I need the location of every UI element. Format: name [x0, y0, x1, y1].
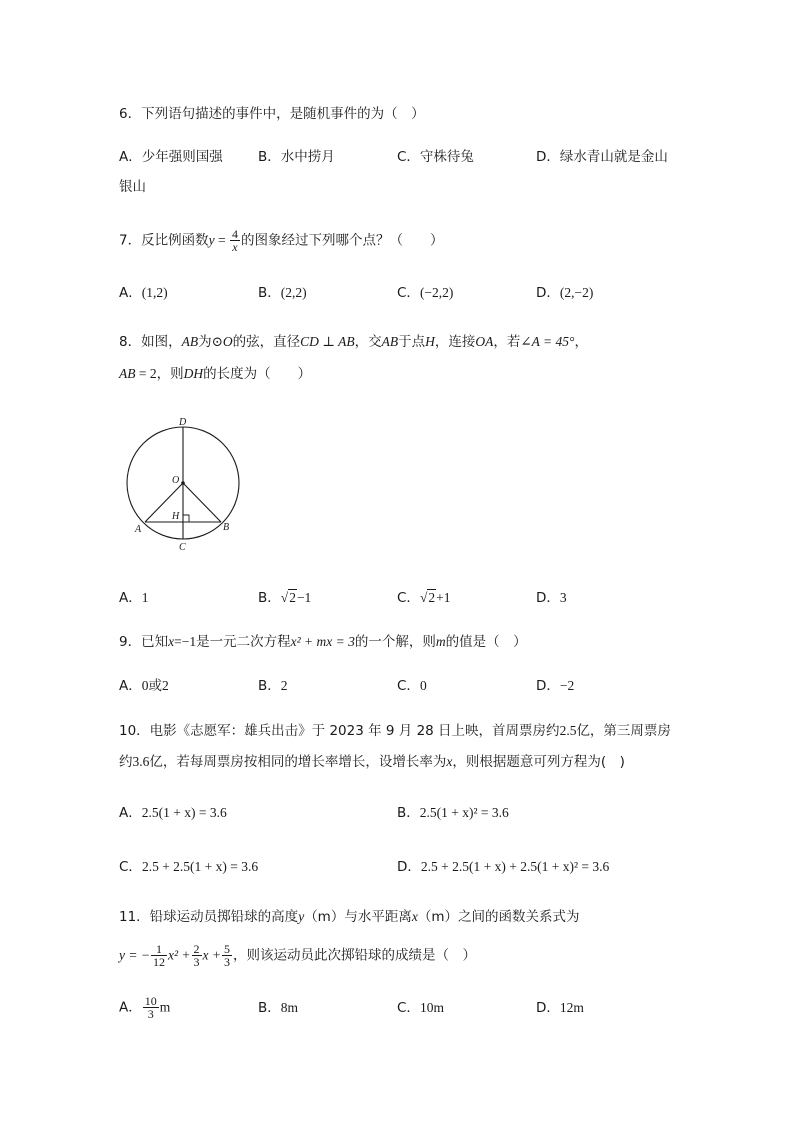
q7-option-a: [119, 283, 168, 303]
q9-c-value: 0: [419, 678, 427, 693]
q10-stem-line1: [119, 721, 671, 741]
q7-equals: =: [214, 232, 229, 248]
q8-b-radicand: 2: [289, 590, 296, 605]
q7-option-d: [536, 283, 593, 303]
q11-a-numerator: 10: [144, 994, 157, 1008]
q8-d-label: D．: [536, 590, 560, 606]
q7-denominator: x: [232, 240, 238, 254]
q9-math-equation: x² + mx = 3: [290, 634, 355, 649]
q9-text: 的值是（ ）: [445, 634, 527, 650]
q10-option-b: [397, 803, 509, 823]
q9-d-label: D．: [536, 678, 560, 694]
q8-c-label: C．: [397, 590, 420, 606]
q11-text: 11．铅球运动员掷铅球的高度: [119, 909, 299, 925]
q11-c-value: 10m: [419, 1000, 444, 1015]
q8-text: ，则: [156, 366, 184, 382]
q11-f1-denominator: 12: [152, 955, 165, 969]
q11-a-unit: m: [159, 999, 171, 1015]
q7-a-value: (1,2): [141, 285, 168, 300]
q8-option-a: [119, 588, 149, 608]
q6-option-b: B．水中捞月: [258, 149, 335, 165]
q11-text: （m）与水平距离: [304, 909, 412, 925]
q8-text: 的弦，直径: [232, 334, 301, 350]
q7-numerator: 4: [231, 227, 238, 241]
q10-b-label: B．: [397, 805, 420, 821]
q9-b-label: B．: [258, 678, 281, 694]
q8-math-dh: DH: [183, 366, 204, 381]
q11-b-value: 8m: [280, 1000, 299, 1015]
q11-fraction-3: [222, 943, 232, 968]
q7-suffix: 的图象经过下列哪个点？（ ）: [240, 232, 444, 249]
q8-circle-figure: [120, 410, 250, 560]
q10-value-first-week: 2.5: [559, 723, 577, 738]
q9-math-value: =−1: [174, 634, 197, 649]
q7-b-value: (2,2): [280, 285, 307, 300]
label-d: D: [179, 417, 187, 428]
q11-f3-numerator: 5: [223, 942, 230, 956]
q9-option-d: [536, 676, 574, 696]
q8-option-b: [258, 588, 311, 608]
q7-stem: [119, 228, 443, 253]
q8-d-value: 3: [559, 590, 567, 605]
q9-text: 的一个解，则: [354, 634, 436, 650]
q9-d-value: −2: [559, 678, 575, 693]
q11-math-x: x +: [202, 947, 221, 963]
q10-d-value: 2.5 + 2.5(1 + x) + 2.5(1 + x)² = 3.6: [420, 859, 610, 874]
q8-c-radicand: 2: [428, 590, 436, 605]
q11-math-x2: x² +: [167, 947, 191, 963]
q6-option-d: D．绿水青山就是金山: [536, 149, 668, 165]
q10-a-label: A．: [119, 805, 142, 821]
q7-prefix: 7．反比例函数: [119, 232, 209, 249]
q11-option-d: [536, 998, 584, 1018]
q8-math-eq: = 2: [135, 366, 157, 381]
q8-text: 8．如图，: [119, 334, 182, 350]
label-a: A: [135, 524, 142, 535]
q8-math-h: H: [425, 334, 435, 349]
q9-text: 9．已知: [119, 634, 169, 650]
q8-text: 的长度为（ ）: [203, 366, 312, 382]
q11-f2-denominator: 3: [193, 955, 200, 969]
q8-text: ，交: [354, 334, 382, 350]
q6-stem: 6．下列语句描述的事件中，是随机事件的为（ ）: [119, 106, 425, 122]
q11-math-y-eq: y = −: [119, 947, 150, 963]
q8-text: ，: [574, 334, 588, 350]
q7-option-c: [397, 283, 453, 303]
q7-c-label: C．: [397, 285, 420, 301]
q9-a-value: 0或2: [141, 678, 169, 693]
q11-d-value: 12m: [559, 1000, 584, 1015]
q11-text: ，则该运动员此次掷铅球的成绩是（ ）: [232, 947, 476, 964]
q8-b-tail: −1: [296, 590, 312, 605]
q10-text: 10．电影《志愿军：雄兵出击》于 2023 年 9 月 28 日上映，首周票房约: [119, 723, 560, 739]
q8-option-c: [397, 588, 450, 608]
q7-c-value: (−2,2): [419, 285, 454, 300]
q11-a-fraction: [143, 995, 159, 1020]
q10-option-d: [397, 857, 609, 877]
q8-math-angle: ∠A = 45°: [520, 334, 575, 349]
q11-option-c: [397, 998, 444, 1018]
q8-c-tail: +1: [436, 590, 451, 605]
q11-option-a: [119, 995, 170, 1020]
q11-a-denominator: 3: [147, 1007, 154, 1021]
q8-text: ，若: [493, 334, 521, 350]
q7-func-y: y: [208, 232, 215, 248]
q10-text: ，则根据题意可列方程为( ): [452, 754, 625, 770]
q10-text: 亿，若每周票房按相同的增长率增长，设增长率为: [149, 754, 447, 770]
q10-a-value: 2.5(1 + x) = 3.6: [141, 805, 227, 820]
q9-c-label: C．: [397, 678, 420, 694]
q8-text: ，连接: [434, 334, 476, 350]
q6-option-c: C．守株待兔: [397, 149, 474, 165]
q8-b-label: B．: [258, 590, 281, 606]
q11-fraction-2: [192, 943, 202, 968]
q11-f3-denominator: 3: [223, 955, 230, 969]
q10-b-value: 2.5(1 + x)² = 3.6: [419, 805, 509, 820]
q11-d-label: D．: [536, 1000, 560, 1016]
q10-option-a: [119, 803, 227, 823]
q10-text: 约: [119, 754, 133, 770]
q10-math-x: x: [446, 754, 453, 769]
q7-fraction: [230, 228, 240, 253]
q9-math-x: x: [168, 634, 175, 649]
q11-b-label: B．: [258, 1000, 281, 1016]
q11-c-label: C．: [397, 1000, 420, 1016]
q8-stem-line2: [119, 364, 311, 384]
q8-math-ab: AB: [119, 366, 136, 381]
q6-option-a: A．少年强则国强: [119, 149, 223, 165]
q7-b-label: B．: [258, 285, 281, 301]
label-c: C: [179, 542, 186, 553]
center-point: [181, 481, 185, 485]
q11-text: （m）之间的函数关系式为: [417, 909, 580, 925]
q8-a-value: 1: [141, 590, 149, 605]
q9-option-b: [258, 676, 288, 696]
q9-text: 是一元二次方程: [196, 634, 291, 650]
q9-b-value: 2: [280, 678, 288, 693]
q11-fraction-1: [151, 943, 167, 968]
q8-c-sqrt: √2: [419, 590, 436, 605]
q10-text: 亿，第三周票房: [576, 723, 671, 739]
q11-a-label: A．: [119, 999, 142, 1016]
q8-math-perp: CD ⊥ AB: [300, 334, 355, 349]
q7-d-value: (2,−2): [559, 285, 594, 300]
q11-f2-numerator: 2: [193, 942, 200, 956]
q8-text: 为: [198, 334, 212, 350]
label-b: B: [223, 522, 230, 533]
q11-option-b: [258, 998, 298, 1018]
q8-b-sqrt: √2: [280, 590, 296, 605]
label-o: O: [172, 475, 180, 486]
q11-stem-line2: [119, 943, 476, 968]
q9-a-label: A．: [119, 678, 142, 694]
q8-math-ab: AB: [181, 334, 199, 349]
q10-d-label: D．: [397, 859, 421, 875]
q8-stem-line1: [119, 332, 588, 352]
q11-f1-numerator: 1: [151, 943, 167, 956]
q10-c-label: C．: [119, 859, 142, 875]
q10-stem-line2: [119, 752, 625, 772]
q10-value-third-week: 3.6: [132, 754, 150, 769]
q8-text: 于点: [398, 334, 426, 350]
q8-math-ab: AB: [381, 334, 399, 349]
q9-option-c: [397, 676, 427, 696]
q9-math-m: m: [435, 634, 446, 649]
q9-option-a: [119, 676, 169, 696]
label-h: H: [172, 511, 180, 522]
q8-circle-symbol: ⊙O: [211, 334, 233, 349]
q10-option-c: [119, 857, 258, 877]
q8-option-d: [536, 588, 567, 608]
q8-a-label: A．: [119, 590, 142, 606]
q7-a-label: A．: [119, 285, 142, 301]
q11-math-y: y: [298, 909, 305, 924]
q7-d-label: D．: [536, 285, 560, 301]
q8-math-oa: OA: [475, 334, 494, 349]
q9-stem: [119, 632, 527, 652]
q7-option-b: [258, 283, 307, 303]
right-angle-mark: [183, 515, 189, 522]
q6-option-d-continued: 银山: [119, 179, 146, 195]
q10-c-value: 2.5 + 2.5(1 + x) = 3.6: [141, 859, 259, 874]
q11-math-x: x: [411, 909, 418, 924]
q11-stem-line1: [119, 907, 580, 927]
